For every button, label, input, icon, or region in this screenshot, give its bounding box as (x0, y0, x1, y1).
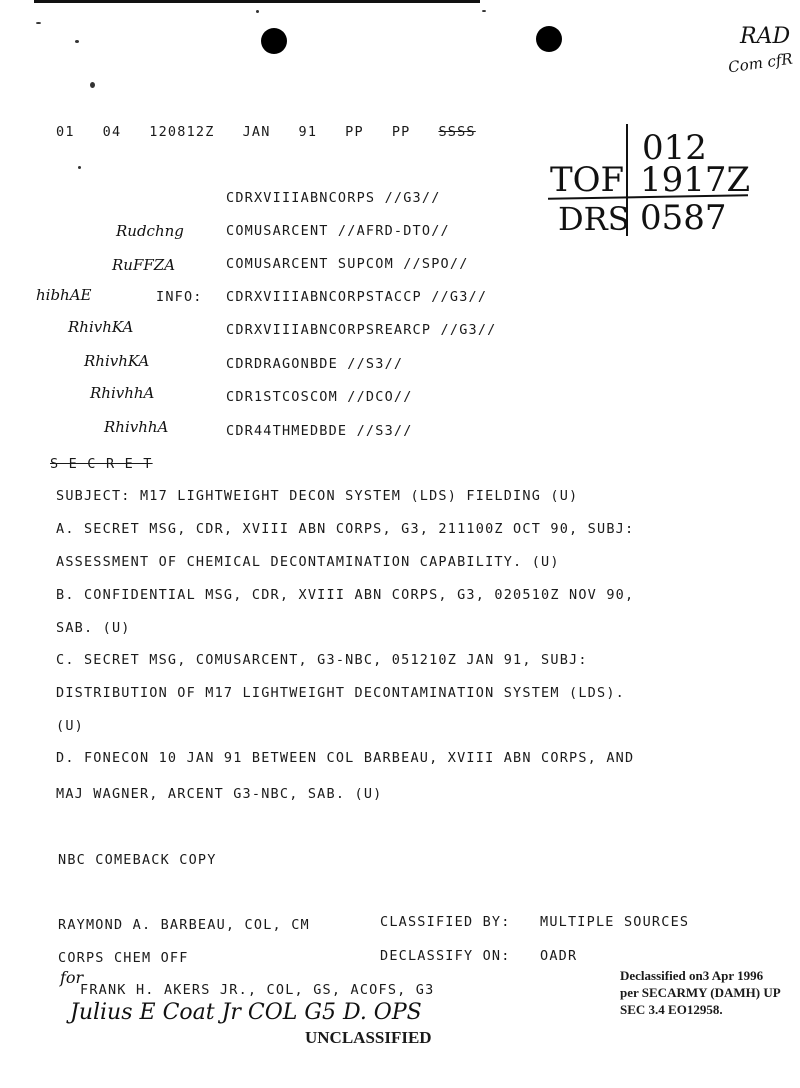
to-address: COMUSARCENT SUPCOM //SPO// (226, 256, 469, 272)
declass-stamp-line: per SECARMY (DAMH) UP (620, 985, 781, 1000)
speck (36, 22, 41, 24)
info-address: CDRDRAGONBDE //S3// (226, 356, 404, 372)
speck (78, 166, 81, 169)
header-precedence-2: PP (391, 124, 411, 140)
routing-initials: hibhAE (36, 286, 92, 304)
handwritten-note: Com cfR (727, 49, 794, 77)
speck (482, 10, 486, 12)
info-address: CDR1STCOSCOM //DCO// (226, 389, 413, 405)
tof-label: TOF (550, 160, 625, 200)
drs-label: DRS (558, 200, 630, 238)
body-line: (U) (56, 718, 84, 734)
info-address: CDRXVIIIABNCORPSREARCP //G3// (226, 322, 497, 338)
from-address: CDRXVIIIABNCORPS //G3// (226, 190, 441, 206)
handwritten-signature: Julius E Coat Jr COL G5 D. OPS (70, 1000, 422, 1025)
declass-stamp-line: SEC 3.4 EO12958. (620, 1002, 723, 1017)
for-mark: for (60, 968, 84, 987)
speck (75, 40, 79, 43)
routing-initials: RhivhhA (90, 384, 155, 402)
declass-stamp-line: Declassified on3 Apr 1996 (620, 968, 764, 983)
drafter-title: CORPS CHEM OFF (58, 950, 189, 966)
punch-hole-right (536, 26, 562, 52)
drs-number: 0587 (640, 198, 727, 238)
header-line (56, 124, 476, 140)
header-dtg: 120812Z (149, 124, 215, 140)
routing-initials: RuFFZA (112, 256, 176, 274)
routing-initials: RhivhhA (104, 418, 169, 436)
body-line: B. CONFIDENTIAL MSG, CDR, XVIII ABN CORPS, G3, 020510Z NOV 90, (56, 587, 635, 603)
info-label: INFO: (156, 289, 203, 305)
body-line: SAB. (U) (56, 620, 131, 636)
header-precedence-1: PP (345, 124, 364, 140)
header-classification-struck: SSSS (438, 124, 476, 140)
header-prefix: 01 (56, 124, 75, 140)
body-line: ASSESSMENT OF CHEMICAL DECONTAMINATION CAPABILITY. (U) (56, 554, 560, 570)
tof-time: 1917Z (640, 160, 751, 200)
routing-initials: RhivhKA (84, 352, 150, 370)
to-address: COMUSARCENT //AFRD-DTO// (226, 223, 450, 239)
top-edge-line (34, 0, 480, 3)
speck (256, 10, 259, 13)
releaser-name: FRANK H. AKERS JR., COL, GS, ACOFS, G3 (80, 982, 435, 998)
body-line: C. SECRET MSG, COMUSARCENT, G3-NBC, 051210Z JAN 91, SUBJ: (56, 652, 588, 668)
info-address: CDRXVIIIABNCORPSTACCP //G3// (226, 289, 488, 305)
header-seq: 04 (102, 124, 122, 140)
drafter-name: RAYMOND A. BARBEAU, COL, CM (58, 917, 310, 933)
classification-struck: S E C R E T (50, 456, 153, 472)
header-year: 91 (298, 124, 318, 140)
classified-by-value: MULTIPLE SOURCES (540, 914, 690, 930)
declassify-value: OADR (540, 948, 578, 964)
routing-initials: Rudchng (116, 222, 184, 240)
comeback-copy: NBC COMEBACK COPY (58, 852, 217, 868)
body-line: DISTRIBUTION OF M17 LIGHTWEIGHT DECONTAMINATION SYSTEM (LDS). (56, 685, 625, 701)
tof-number: 012 (642, 128, 707, 168)
routing-initials: RhivhKA (68, 318, 134, 336)
classified-by-label: CLASSIFIED BY: (380, 914, 511, 930)
body-line: A. SECRET MSG, CDR, XVIII ABN CORPS, G3, 211100Z OCT 90, SUBJ: (56, 521, 635, 537)
footer-classification: UNCLASSIFIED (305, 1028, 432, 1047)
info-address: CDR44THMEDBDE //S3// (226, 423, 413, 439)
body-line: D. FONECON 10 JAN 91 BETWEEN COL BARBEAU, XVIII ABN CORPS, AND (56, 750, 635, 766)
declassify-label: DECLASSIFY ON: (380, 948, 511, 964)
subject-line: SUBJECT: M17 LIGHTWEIGHT DECON SYSTEM (LDS) FIELDING (U) (56, 488, 579, 504)
body-line: MAJ WAGNER, ARCENT G3-NBC, SAB. (U) (56, 786, 383, 802)
speck (90, 82, 95, 88)
header-month: JAN (242, 124, 271, 140)
punch-hole-left (261, 28, 287, 54)
handwritten-initials: RAD (740, 24, 791, 49)
